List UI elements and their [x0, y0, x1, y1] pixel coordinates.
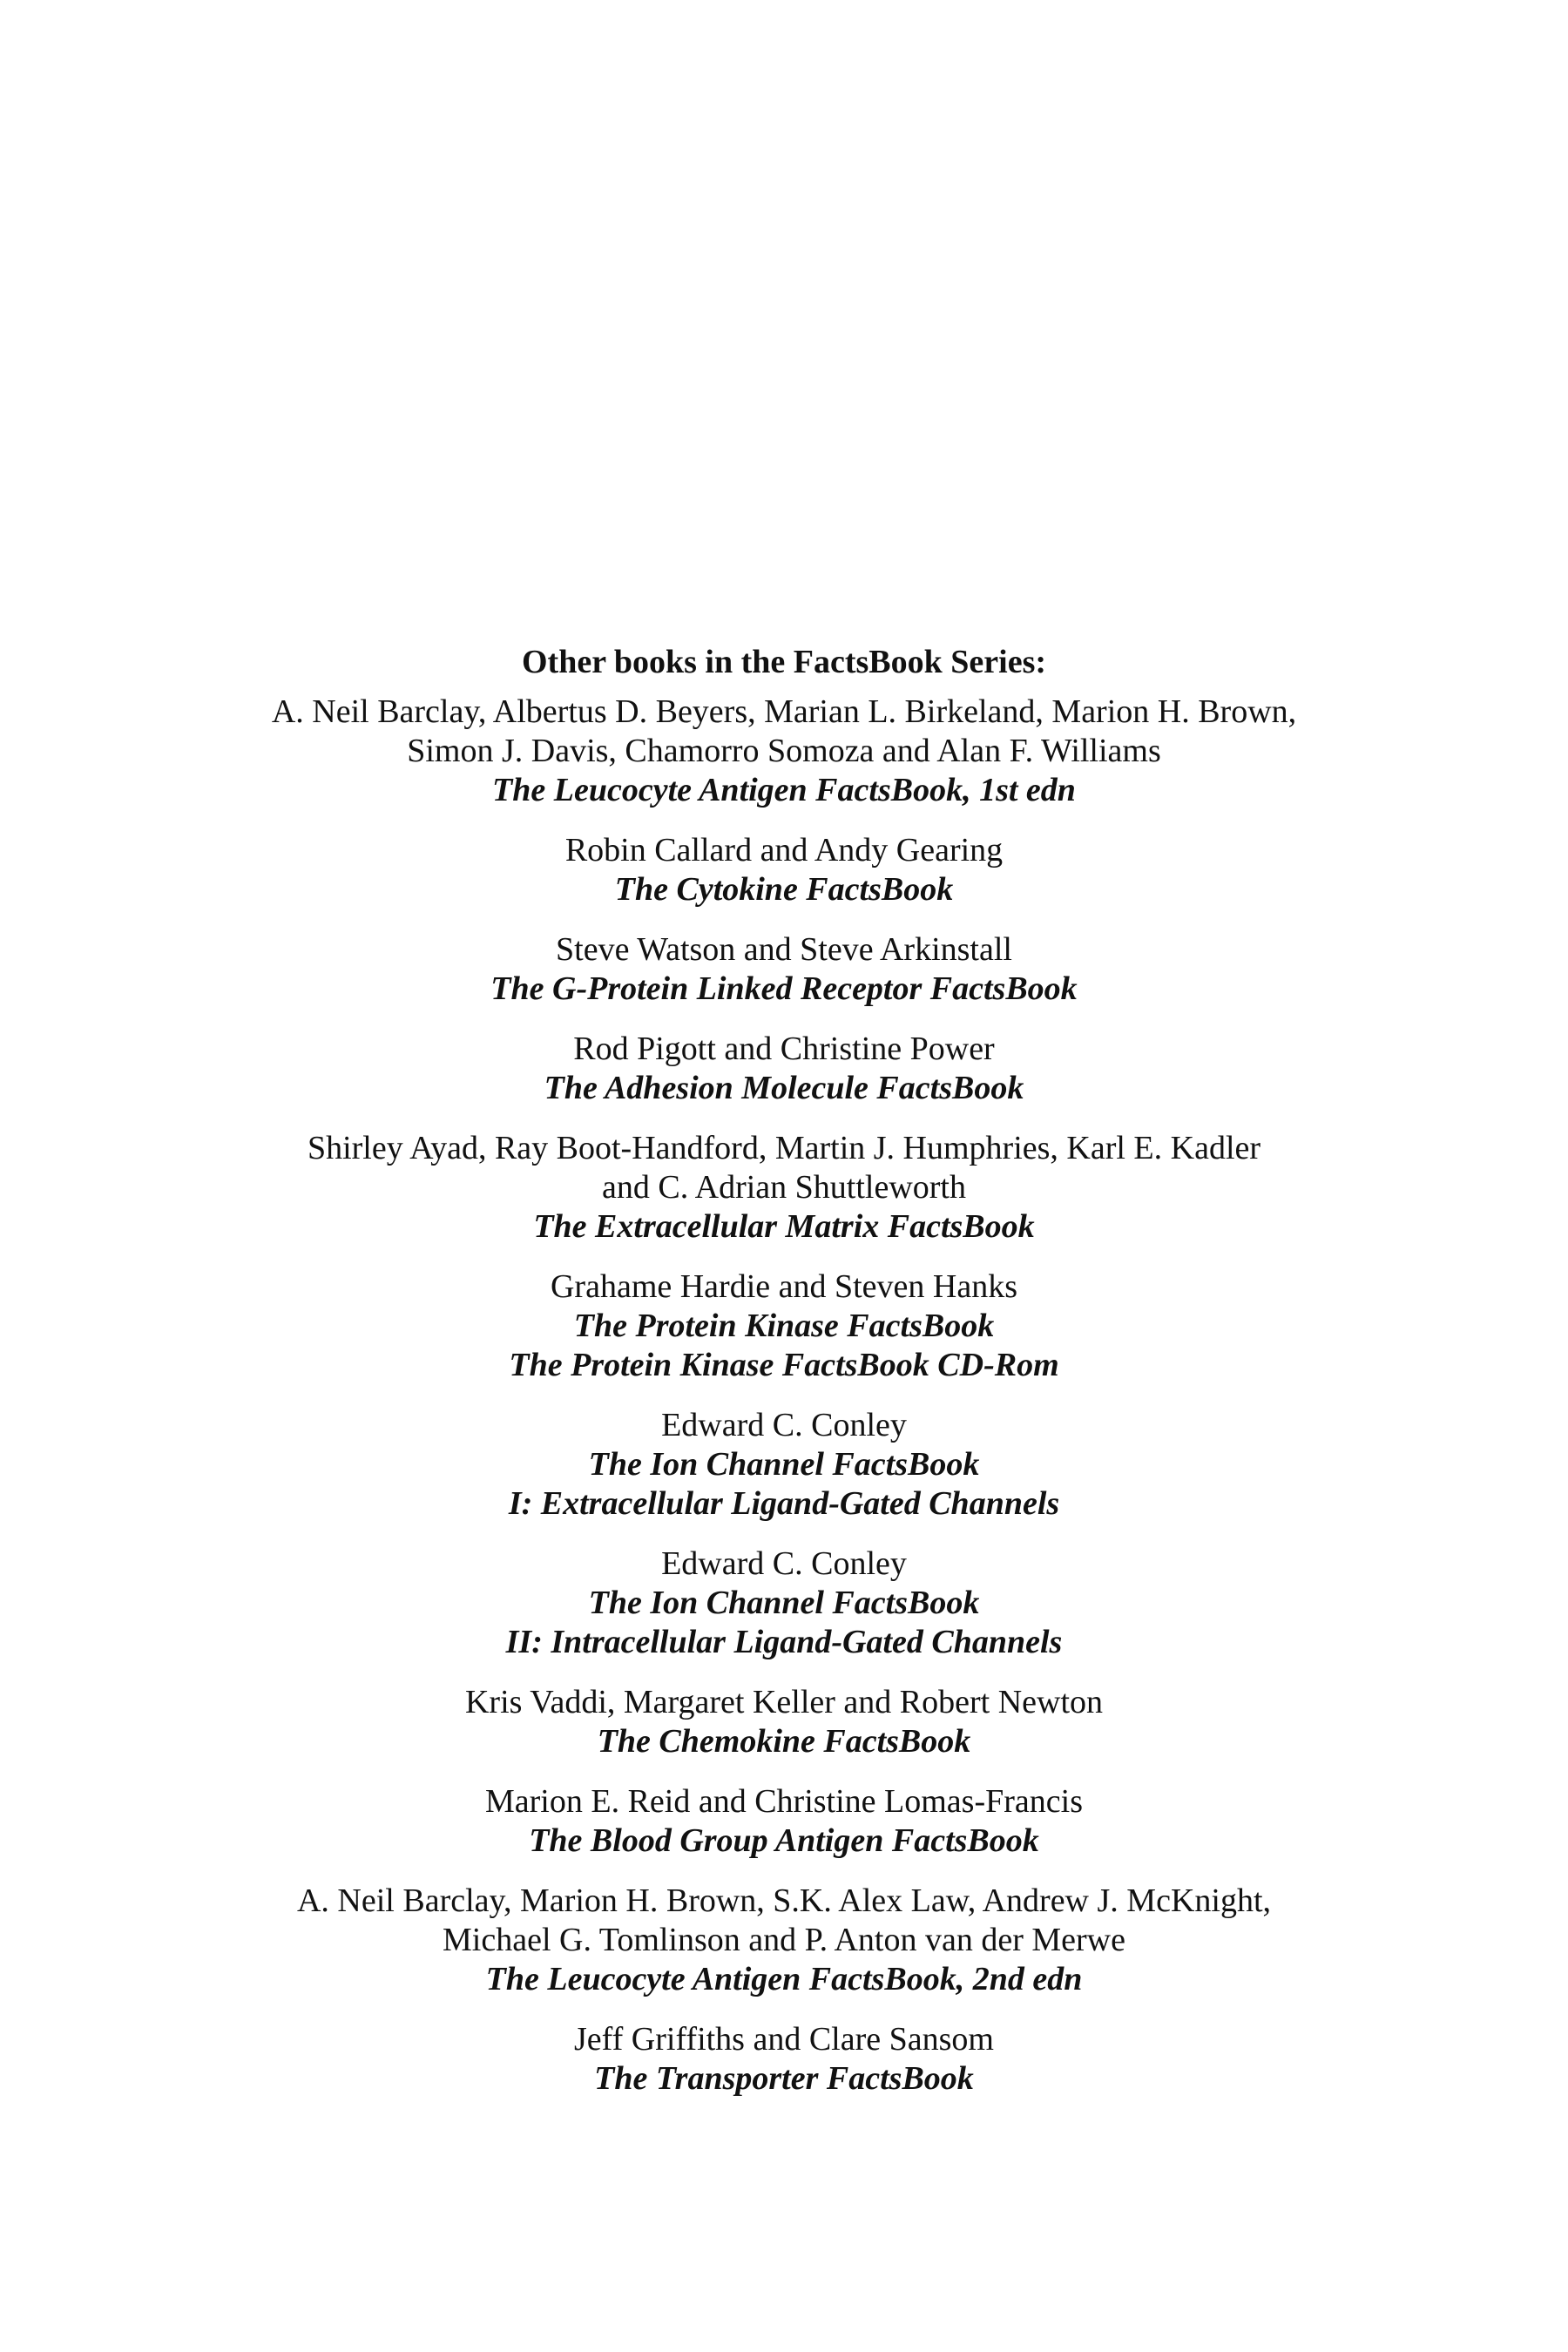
book-title: The Protein Kinase FactsBook [573, 1308, 995, 1344]
book-title: The Ion Channel FactsBook [588, 1446, 980, 1483]
book-authors: A. Neil Barclay, Marion H. Brown, S.K. Alex Law, Andrew J. McKnight, [296, 1882, 1271, 1919]
book-title: The Chemokine FactsBook [597, 1723, 971, 1760]
book-entry [131, 693, 1437, 810]
book-title: The Transporter FactsBook [594, 2060, 974, 2097]
book-title: The Extracellular Matrix FactsBook [533, 1208, 1035, 1245]
book-title: The Adhesion Molecule FactsBook [544, 1070, 1024, 1106]
book-title: The G-Protein Linked Receptor FactsBook [490, 970, 1078, 1007]
book-entry [131, 2020, 1437, 2099]
book-title: II: Intracellular Ligand-Gated Channels [505, 1624, 1063, 1660]
book-authors: Simon J. Davis, Chamorro Somoza and Alan F. Williams [407, 733, 1161, 769]
book-title: The Cytokine FactsBook [614, 871, 954, 908]
book-authors: and C. Adrian Shuttleworth [602, 1169, 966, 1206]
book-entry [131, 831, 1437, 909]
book-authors: Marion E. Reid and Christine Lomas-Francis [485, 1783, 1083, 1820]
book-authors: Steve Watson and Steve Arkinstall [556, 931, 1012, 968]
book-entry [131, 1030, 1437, 1108]
book-entry [131, 1782, 1437, 1861]
book-authors: Shirley Ayad, Ray Boot-Handford, Martin J. Humphries, Karl E. Kadler [307, 1130, 1261, 1166]
book-authors: Edward C. Conley [661, 1545, 907, 1582]
book-authors: Rod Pigott and Christine Power [573, 1031, 995, 1067]
book-authors: Michael G. Tomlinson and P. Anton van der Merwe [443, 1922, 1125, 1958]
book-entry [131, 930, 1437, 1009]
book-title: I: Extracellular Ligand-Gated Channels [508, 1485, 1060, 1522]
book-authors: A. Neil Barclay, Albertus D. Beyers, Marian L. Birkeland, Marion H. Brown, [271, 693, 1297, 730]
book-entry [131, 1683, 1437, 1761]
book-authors: Robin Callard and Andy Gearing [564, 832, 1004, 868]
book-entry [131, 1406, 1437, 1524]
book-entry [131, 1544, 1437, 1662]
book-entry [131, 1267, 1437, 1385]
book-title: The Blood Group Antigen FactsBook [529, 1822, 1039, 1859]
series-list [131, 643, 1437, 2119]
book-entry [131, 1129, 1437, 1247]
book-entry [131, 1882, 1437, 1999]
book-authors: Edward C. Conley [661, 1407, 907, 1443]
book-title: The Leucocyte Antigen FactsBook, 2nd edn [485, 1961, 1083, 1997]
book-authors: Kris Vaddi, Margaret Keller and Robert Newton [464, 1684, 1104, 1720]
book-authors: Grahame Hardie and Steven Hanks [550, 1268, 1018, 1305]
series-heading: Other books in the FactsBook Series: [521, 644, 1047, 680]
book-list [131, 693, 1437, 2099]
book-title: The Ion Channel FactsBook [588, 1585, 980, 1621]
book-title: The Protein Kinase FactsBook CD-Rom [509, 1347, 1059, 1383]
book-authors: Jeff Griffiths and Clare Sansom [574, 2021, 994, 2058]
book-title: The Leucocyte Antigen FactsBook, 1st edn [492, 772, 1076, 808]
